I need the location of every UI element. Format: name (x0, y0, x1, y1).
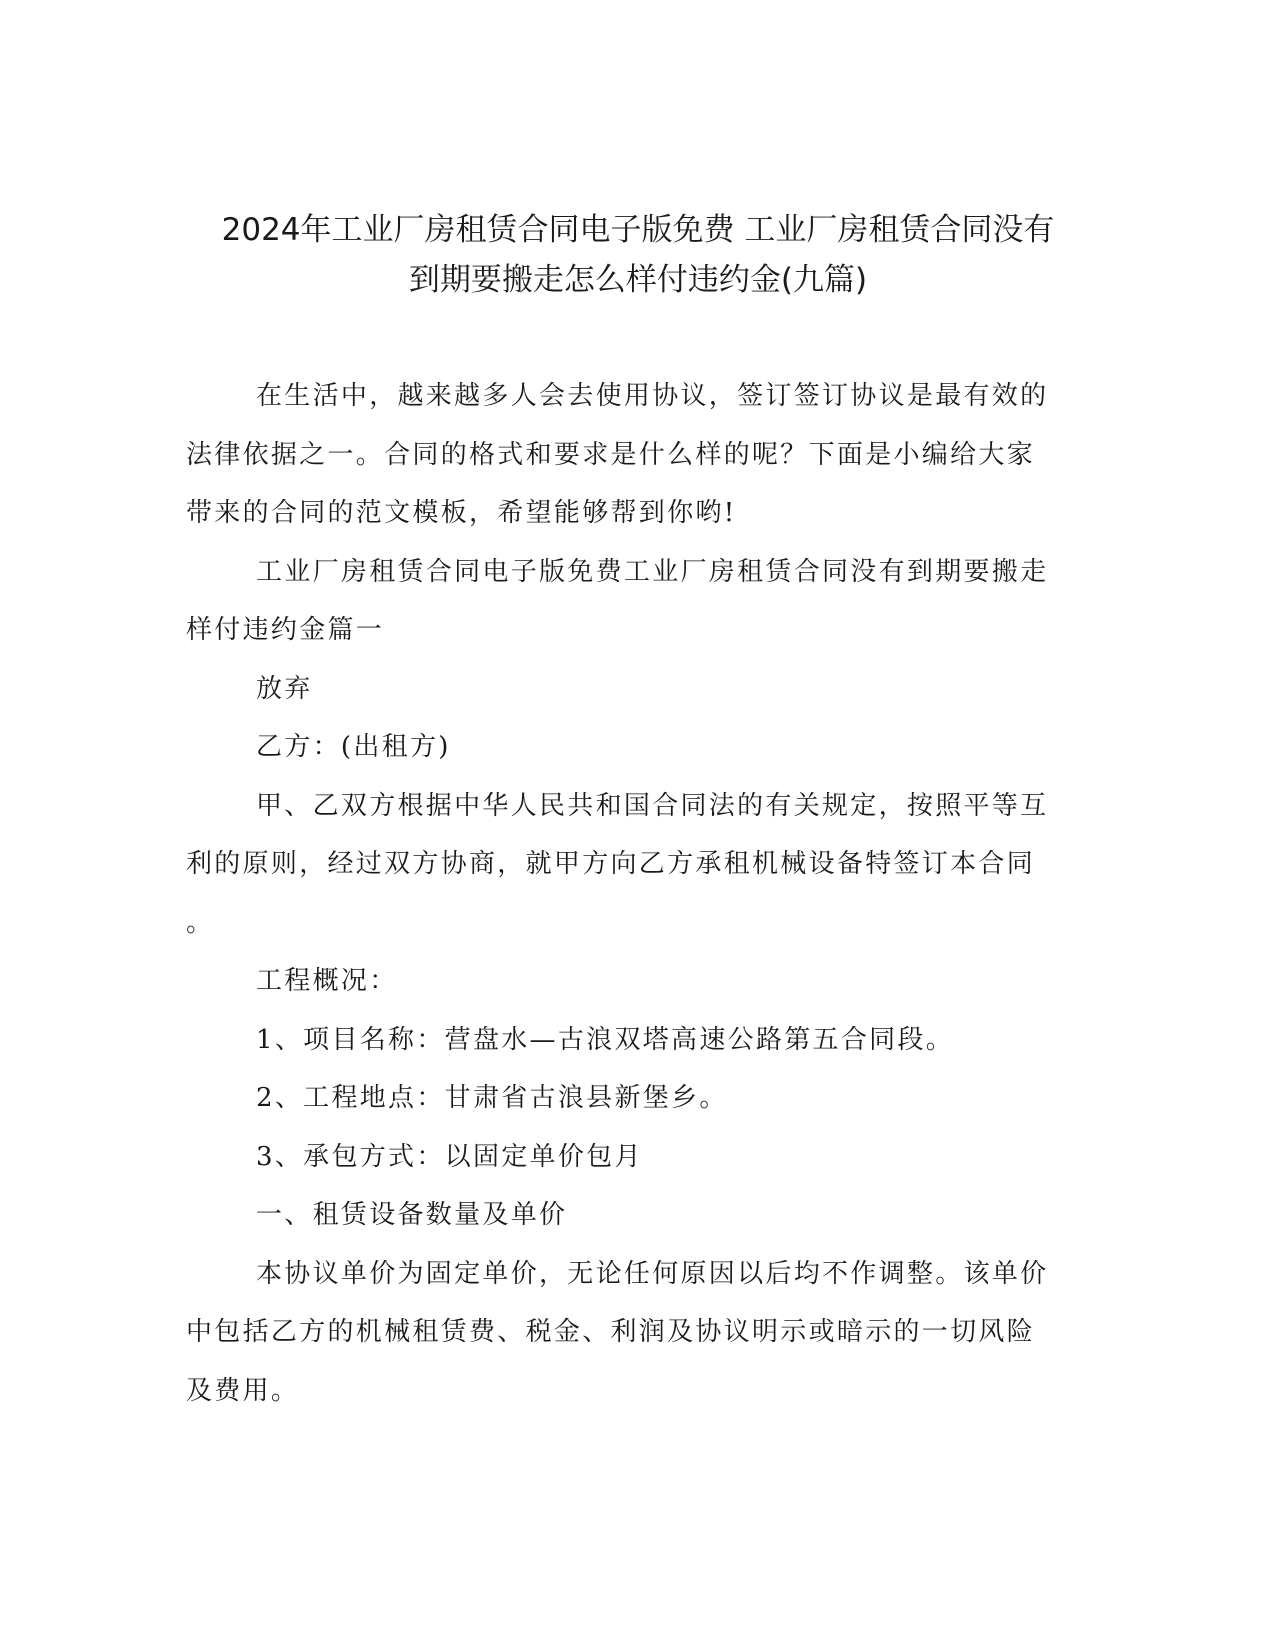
text-line: 中包括乙方的机械租赁费、税金、利润及协议明示或暗示的一切风险 (186, 1317, 1036, 1347)
text-line: 1、项目名称：营盘水—古浪双塔高速公路第五合同段。 (256, 1024, 955, 1055)
text-line: 。 (186, 907, 215, 938)
text-line: 2、工程地点：甘肃省古浪县新堡乡。 (256, 1083, 728, 1113)
paragraph-party-b (186, 718, 1086, 777)
text-line: 法律依据之一。合同的格式和要求是什么样的呢？下面是小编给大家 (186, 439, 1036, 470)
text-line: 甲、乙双方根据中华人民共和国合同法的有关规定，按照平等互 (256, 790, 1049, 821)
text-line: 利的原则，经过双方协商，就甲方向乙方承租机械设备特签订本合同 (186, 849, 1036, 879)
text-line: 样付违约金篇一 (186, 615, 385, 645)
title-line-2: 到期要搬走怎么样付违约金(九篇) (408, 262, 868, 298)
paragraph-project-location (186, 1069, 1086, 1128)
paragraph-project-name (186, 1011, 1086, 1070)
text-line: 一、租赁设备数量及单价 (256, 1200, 568, 1230)
paragraph-unit-price (186, 1245, 1086, 1421)
text-line: 3、承包方式：以固定单价包月 (256, 1141, 643, 1172)
paragraph-project-overview (186, 952, 1086, 1011)
text-line: 工业厂房租赁合同电子版免费工业厂房租赁合同没有到期要搬走 (256, 556, 1049, 587)
paragraph-section-heading (186, 543, 1086, 660)
title-line-1: 2024年工业厂房租赁合同电子版免费 工业厂房租赁合同没有 (221, 212, 1055, 248)
text-line: 工程概况： (256, 966, 398, 996)
document-title (180, 205, 1096, 305)
paragraph-intro (186, 367, 1086, 543)
text-line: 带来的合同的范文模板，希望能够帮到你哟! (186, 498, 737, 528)
text-line: 放弃 (256, 673, 313, 704)
paragraph-waiver (186, 660, 1086, 719)
paragraph-agreement-basis (186, 777, 1086, 953)
text-line: 及费用。 (186, 1375, 300, 1406)
text-line: 乙方：(出租方) (256, 732, 451, 762)
document-body (186, 367, 1086, 1420)
text-line: 在生活中，越来越多人会去使用协议，签订签订协议是最有效的 (256, 381, 1049, 411)
paragraph-clause-1-heading (186, 1186, 1086, 1245)
paragraph-contract-method (186, 1128, 1086, 1187)
text-line: 本协议单价为固定单价，无论任何原因以后均不作调整。该单价 (256, 1258, 1049, 1289)
